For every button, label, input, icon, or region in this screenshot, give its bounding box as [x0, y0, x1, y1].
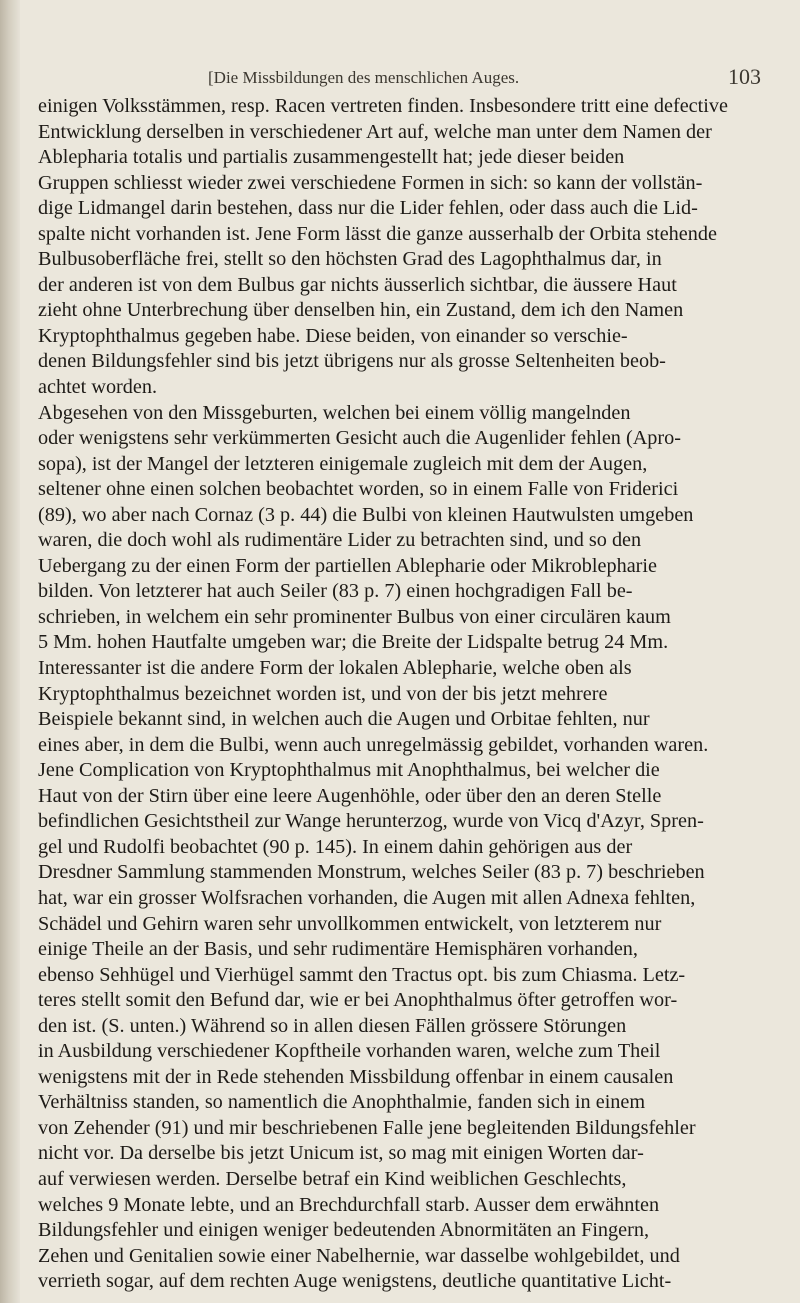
- text-line: teres stellt somit den Befund dar, wie er bei Anophthalmus öfter getroffen wor-: [38, 989, 678, 1012]
- body-text: [38, 94, 773, 1295]
- text-line: 5 Mm. hohen Hautfalte umgeben war; die Breite der Lidspalte betrug 24 Mm.: [38, 631, 669, 654]
- text-line: ebenso Sehhügel und Vierhügel sammt den Tractus opt. bis zum Chiasma. Letz-: [38, 963, 686, 986]
- text-line: Bulbusoberfläche frei, stellt so den höchsten Grad des Lagophthalmus dar, in: [38, 248, 662, 271]
- text-line: sopa), ist der Mangel der letzteren einigemale zugleich mit dem der Augen,: [38, 452, 648, 475]
- text-line: spalte nicht vorhanden ist. Jene Form lässt die ganze ausserhalb der Orbita stehende: [38, 222, 717, 245]
- text-line: eines aber, in dem die Bulbi, wenn auch unregelmässig gebildet, vorhanden waren.: [38, 733, 709, 756]
- page-gutter-shadow: [0, 0, 20, 1303]
- text-line: Kryptophthalmus gegeben habe. Diese beiden, von einander so verschie-: [38, 324, 628, 347]
- text-line: den ist. (S. unten.) Während so in allen diesen Fällen grössere Störungen: [38, 1014, 627, 1037]
- text-line: Interessanter ist die andere Form der lokalen Ablepharie, welche oben als: [38, 657, 632, 680]
- text-line: einigen Volksstämmen, resp. Racen vertreten finden. Insbesondere tritt eine defective: [38, 95, 728, 117]
- text-line: (89), wo aber nach Cornaz (3 p. 44) die Bulbi von kleinen Hautwulsten umgeben: [38, 503, 694, 526]
- text-line: oder wenigstens sehr verkümmerten Gesicht auch die Augenlider fehlen (Apro-: [38, 427, 682, 450]
- text-line: von Zehender (91) und mir beschriebenen Falle jene begleitenden Bildungsfehler: [38, 1116, 696, 1139]
- text-line: Beispiele bekannt sind, in welchen auch die Augen und Orbitae fehlten, nur: [38, 708, 650, 731]
- text-line: hat, war ein grosser Wolfsrachen vorhanden, die Augen mit allen Adnexa fehlten,: [38, 886, 696, 909]
- text-line: Abgesehen von den Missgeburten, welchen bei einem völlig mangelnden: [38, 401, 631, 424]
- text-line: Verhältniss standen, so namentlich die Anophthalmie, fanden sich in einem: [38, 1091, 646, 1114]
- text-line: Schädel und Gehirn waren sehr unvollkommen entwickelt, von letzterem nur: [38, 912, 662, 935]
- text-line: befindlichen Gesichtstheil zur Wange herunterzog, wurde von Vicq d'Azyr, Spren-: [38, 810, 704, 833]
- text-line: denen Bildungsfehler sind bis jetzt übrigens nur als grosse Seltenheiten beob-: [38, 350, 666, 373]
- text-line: seltener ohne einen solchen beobachtet worden, so in einem Falle von Friderici: [38, 478, 679, 501]
- text-line: achtet worden.: [38, 376, 158, 399]
- text-line: Uebergang zu der einen Form der partiellen Ablepharie oder Mikroblepharie: [38, 554, 658, 577]
- text-line: zieht ohne Unterbrechung über denselben hin, ein Zustand, dem ich den Namen: [38, 299, 684, 322]
- text-line: Bildungsfehler und einigen weniger bedeutenden Abnormitäten an Fingern,: [38, 1219, 650, 1242]
- text-line: Haut von der Stirn über eine leere Augenhöhle, oder über den an deren Stelle: [38, 784, 662, 807]
- text-line: einige Theile an der Basis, und sehr rudimentäre Hemisphären vorhanden,: [38, 938, 638, 961]
- text-line: gel und Rudolfi beobachtet (90 p. 145). In einem dahin gehörigen aus der: [38, 835, 633, 858]
- text-line: verrieth sogar, auf dem rechten Auge wenigstens, deutliche quantitative Licht-: [38, 1270, 672, 1293]
- text-line: Zehen und Genitalien sowie einer Nabelhernie, war dasselbe wohlgebildet, und: [38, 1244, 680, 1267]
- book-page: [38, 60, 773, 1295]
- text-line: wenigstens mit der in Rede stehenden Missbildung offenbar in einem causalen: [38, 1065, 674, 1088]
- text-line: bilden. Von letzterer hat auch Seiler (83 p. 7) einen hochgradigen Fall be-: [38, 580, 633, 603]
- text-line: in Ausbildung verschiedener Kopftheile vorhanden waren, welche zum Theil: [38, 1040, 661, 1063]
- running-head-title: [Die Missbildungen des menschlichen Auges.: [208, 68, 520, 87]
- text-line: dige Lidmangel darin bestehen, dass nur die Lider fehlen, oder dass auch die Lid-: [38, 197, 698, 220]
- text-line: Entwicklung derselben in verschiedener Art auf, welche man unter dem Namen der: [38, 120, 712, 143]
- text-line: Gruppen schliesst wieder zwei verschiedene Formen in sich: so kann der vollstän-: [38, 171, 703, 194]
- text-line: Dresdner Sammlung stammenden Monstrum, welches Seiler (83 p. 7) beschrieben: [38, 861, 705, 884]
- running-head: [38, 60, 773, 94]
- text-line: Ablepharia totalis und partialis zusammengestellt hat; jede dieser beiden: [38, 146, 625, 169]
- text-line: Kryptophthalmus bezeichnet worden ist, und von der bis jetzt mehrere: [38, 682, 608, 705]
- text-line: Jene Complication von Kryptophthalmus mit Anophthalmus, bei welcher die: [38, 759, 660, 782]
- page-number: 103: [728, 64, 761, 89]
- text-line: welches 9 Monate lebte, und an Brechdurchfall starb. Ausser dem erwähnten: [38, 1193, 660, 1216]
- text-line: schrieben, in welchem ein sehr prominenter Bulbus von einer circulären kaum: [38, 605, 671, 628]
- text-line: nicht vor. Da derselbe bis jetzt Unicum ist, so mag mit einigen Worten dar-: [38, 1142, 644, 1165]
- text-line: der anderen ist von dem Bulbus gar nichts äusserlich sichtbar, die äussere Haut: [38, 273, 677, 296]
- text-line: waren, die doch wohl als rudimentäre Lider zu betrachten sind, und so den: [38, 529, 642, 552]
- text-line: auf verwiesen werden. Derselbe betraf ein Kind weiblichen Geschlechts,: [38, 1167, 627, 1190]
